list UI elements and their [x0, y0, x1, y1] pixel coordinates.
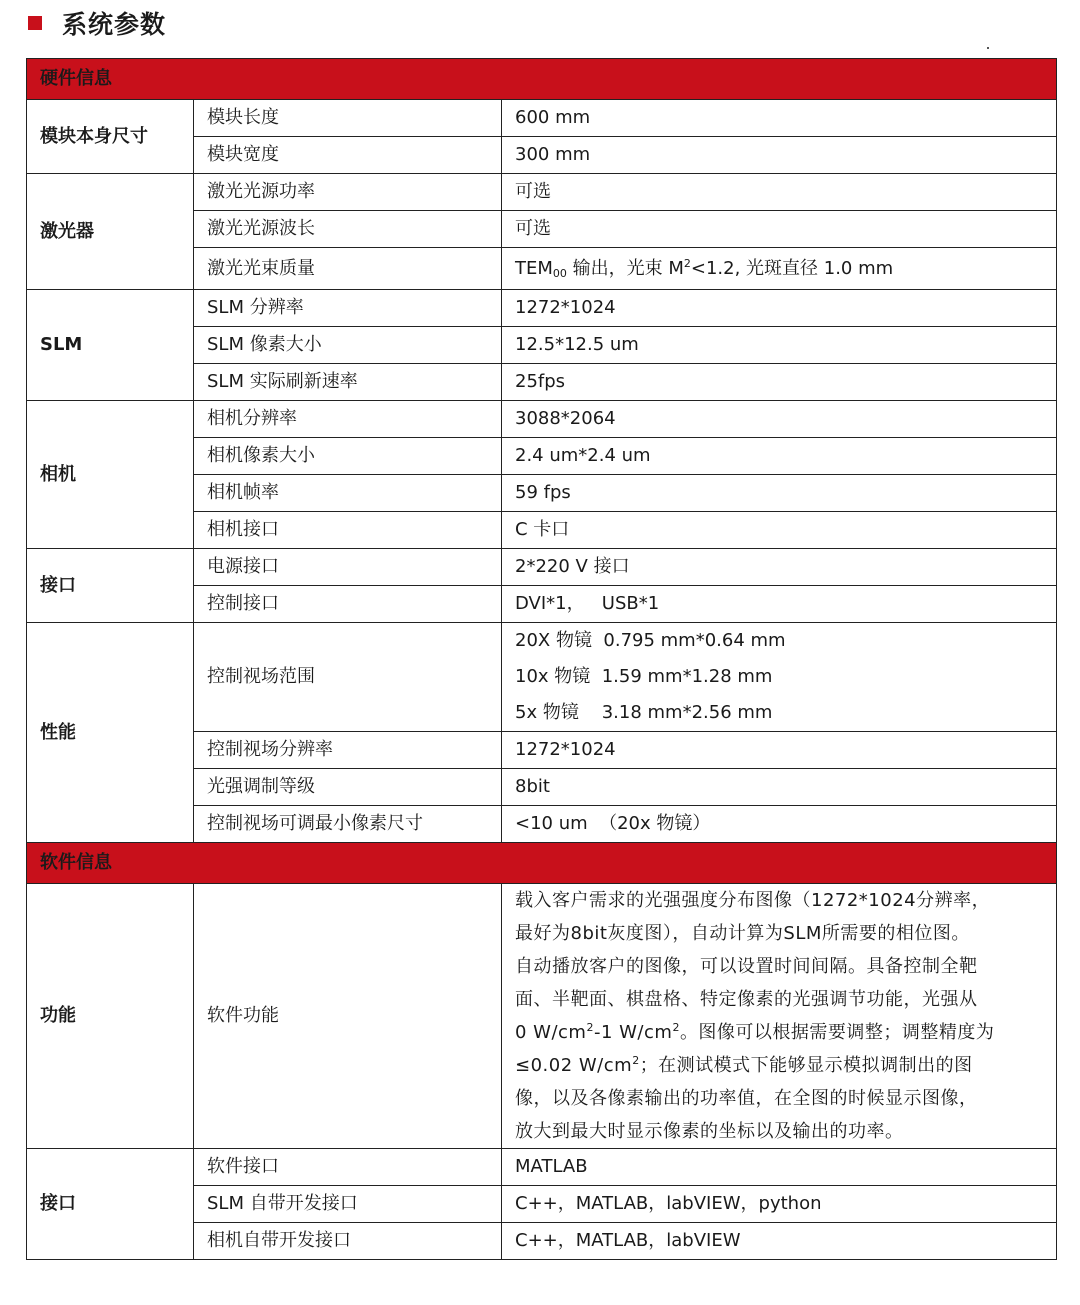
page-title-bar [28, 0, 166, 46]
param-name: SLM 像素大小 [194, 327, 502, 364]
group-label: 功能 [27, 884, 194, 1149]
param-name: SLM 分辨率 [194, 290, 502, 327]
param-name: 电源接口 [194, 549, 502, 586]
group-label: 接口 [27, 549, 194, 623]
param-value: 12.5*12.5 um [502, 327, 1057, 364]
fov-line: 20X 物镜 0.795 mm*0.64 mm [515, 630, 786, 651]
group-label: 接口 [27, 1149, 194, 1260]
decorative-dot [987, 47, 989, 49]
param-value: 可选 [502, 211, 1057, 248]
section-header-hardware [27, 59, 1057, 100]
param-name: 相机分辨率 [194, 401, 502, 438]
group-label: SLM [27, 290, 194, 401]
param-name: 模块长度 [194, 100, 502, 137]
param-name: 激光光源波长 [194, 211, 502, 248]
section-header-software [27, 843, 1057, 884]
param-value: C 卡口 [502, 512, 1057, 549]
section-header: 软件信息 [27, 843, 1057, 884]
param-value: $TEM_{00}$ 输出，光束 $M^2<1.2$, 光斑直径 1.0 mm [502, 248, 1057, 290]
title-square-icon [28, 16, 42, 30]
group-label: 模块本身尺寸 [27, 100, 194, 174]
software-function-text: 载入客户需求的光强强度分布图像（1272*1024分辨率， 最好为8bit灰度图），自动计算为SLM所需要的相位图。 自动播放客户的图像，可以设置时间间隔。具备控制全靶 面、半靶面、棋盘格、特定像素的光强调节功能，光强从 0 $W/cm^2-1$ $W/cm^2$。图像可以根据需要调整；调整精度为 ≤0.02 $W/cm^2$；在测试模式下能够显示模拟调制出的图 像，以及各像素输出的功率值，在全图的时候显示图像， 放大到最大时显示像素的坐标以及输出的功率。 [502, 884, 1057, 1149]
param-value: 2.4 um*2.4 um [502, 438, 1057, 475]
param-value: 2*220 V 接口 [502, 549, 1057, 586]
param-name: 控制视场范围 [194, 623, 502, 732]
table-row [27, 401, 1057, 438]
param-name: 相机帧率 [194, 475, 502, 512]
param-name: 控制接口 [194, 586, 502, 623]
table-row [27, 100, 1057, 137]
table-row [27, 884, 1057, 1149]
section-header: 硬件信息 [27, 59, 1057, 100]
param-name: 激光光束质量 [194, 248, 502, 290]
param-value: DVI*1， USB*1 [502, 586, 1057, 623]
param-value: 1272*1024 [502, 732, 1057, 769]
spec-table [26, 58, 1057, 1260]
param-name: 相机自带开发接口 [194, 1223, 502, 1260]
page-title: 系统参数 [62, 10, 167, 39]
param-name: 软件接口 [194, 1149, 502, 1186]
param-value: 8bit [502, 769, 1057, 806]
param-value: 59 fps [502, 475, 1057, 512]
param-value: 可选 [502, 174, 1057, 211]
param-name: 软件功能 [194, 884, 502, 1149]
param-value: 25fps [502, 364, 1057, 401]
param-value: C++，MATLAB，labVIEW，python [502, 1186, 1057, 1223]
fov-line: 5x 物镜 3.18 mm*2.56 mm [515, 702, 773, 723]
table-row [27, 623, 1057, 732]
param-value: 1272*1024 [502, 290, 1057, 327]
param-name: 光强调制等级 [194, 769, 502, 806]
group-label: 激光器 [27, 174, 194, 290]
param-value: <10 um （20x 物镜） [502, 806, 1057, 843]
table-row [27, 174, 1057, 211]
param-value: 3088*2064 [502, 401, 1057, 438]
param-name: SLM 自带开发接口 [194, 1186, 502, 1223]
param-name: 模块宽度 [194, 137, 502, 174]
group-label: 性能 [27, 623, 194, 843]
param-value: 600 mm [502, 100, 1057, 137]
param-value: MATLAB [502, 1149, 1057, 1186]
table-row [27, 290, 1057, 327]
param-value: C++，MATLAB，labVIEW [502, 1223, 1057, 1260]
param-name: 控制视场分辨率 [194, 732, 502, 769]
param-name: 激光光源功率 [194, 174, 502, 211]
param-value-multiline [502, 623, 1057, 732]
table-row [27, 1149, 1057, 1186]
group-label: 相机 [27, 401, 194, 549]
table-row [27, 549, 1057, 586]
param-value: 300 mm [502, 137, 1057, 174]
param-name: SLM 实际刷新速率 [194, 364, 502, 401]
param-name: 相机接口 [194, 512, 502, 549]
param-name: 相机像素大小 [194, 438, 502, 475]
fov-line: 10x 物镜 1.59 mm*1.28 mm [515, 666, 773, 687]
param-name: 控制视场可调最小像素尺寸 [194, 806, 502, 843]
